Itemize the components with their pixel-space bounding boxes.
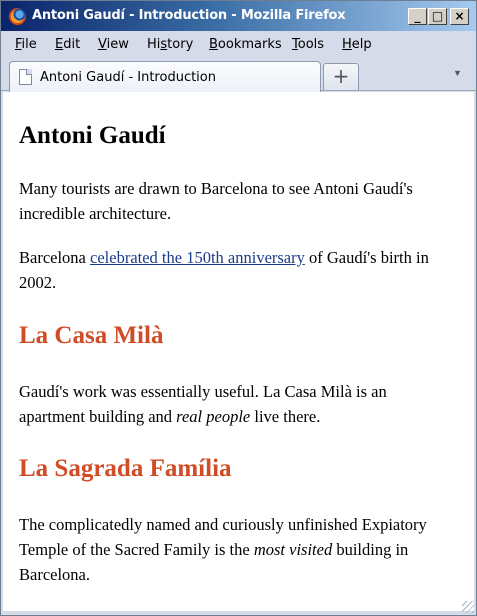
- window-title: Antoni Gaudí - Introduction - Mozilla Firefox: [32, 8, 346, 23]
- intro-paragraph: Many tourists are drawn to Barcelona to see Antoni Gaudí's incredible architecture.: [19, 179, 413, 223]
- section-heading-casa-mila: La Casa Milà: [19, 322, 164, 349]
- menu-bar: [1, 31, 476, 57]
- tab-strip: [1, 57, 476, 91]
- maximize-button[interactable]: □: [428, 8, 447, 25]
- section-heading-sagrada-familia: La Sagrada Família: [19, 455, 232, 482]
- title-bar[interactable]: [1, 1, 476, 31]
- close-button[interactable]: ×: [450, 8, 469, 25]
- sagrada-familia-paragraph: The complicatedly named and curiously unfinished Expiatory Temple of the Sacred Family is the most visited building in Barcelona.: [19, 515, 427, 584]
- page-content: [3, 92, 474, 611]
- minimize-button[interactable]: _: [408, 8, 427, 25]
- menu-help[interactable]: Help: [342, 37, 372, 52]
- menu-bookmarks[interactable]: Bookmarks: [209, 37, 282, 52]
- tab-active[interactable]: [9, 61, 321, 92]
- casa-mila-paragraph: Gaudí's work was essentially useful. La Casa Milà is an apartment building and real people live there.: [19, 382, 387, 426]
- emphasis-most-visited: most visited: [253, 540, 333, 559]
- menu-file[interactable]: File: [15, 37, 37, 52]
- page-icon: [19, 69, 32, 85]
- anniversary-paragraph: Barcelona celebrated the 150th anniversary of Gaudí's birth in 2002.: [19, 248, 429, 292]
- resize-grip-icon[interactable]: [462, 601, 474, 613]
- anniversary-link[interactable]: celebrated the 150th anniversary: [90, 248, 305, 267]
- page-title: Antoni Gaudí: [19, 122, 166, 149]
- tab-title: Antoni Gaudí - Introduction: [40, 70, 216, 85]
- emphasis-real-people: real people: [176, 407, 251, 426]
- firefox-logo-icon: [9, 8, 26, 25]
- list-all-tabs-icon[interactable]: ▼: [453, 68, 462, 78]
- new-tab-button[interactable]: +: [323, 63, 359, 90]
- menu-edit[interactable]: Edit: [55, 37, 81, 52]
- menu-history[interactable]: History: [147, 37, 194, 52]
- menu-tools[interactable]: Tools: [292, 37, 325, 52]
- menu-view[interactable]: View: [98, 37, 129, 52]
